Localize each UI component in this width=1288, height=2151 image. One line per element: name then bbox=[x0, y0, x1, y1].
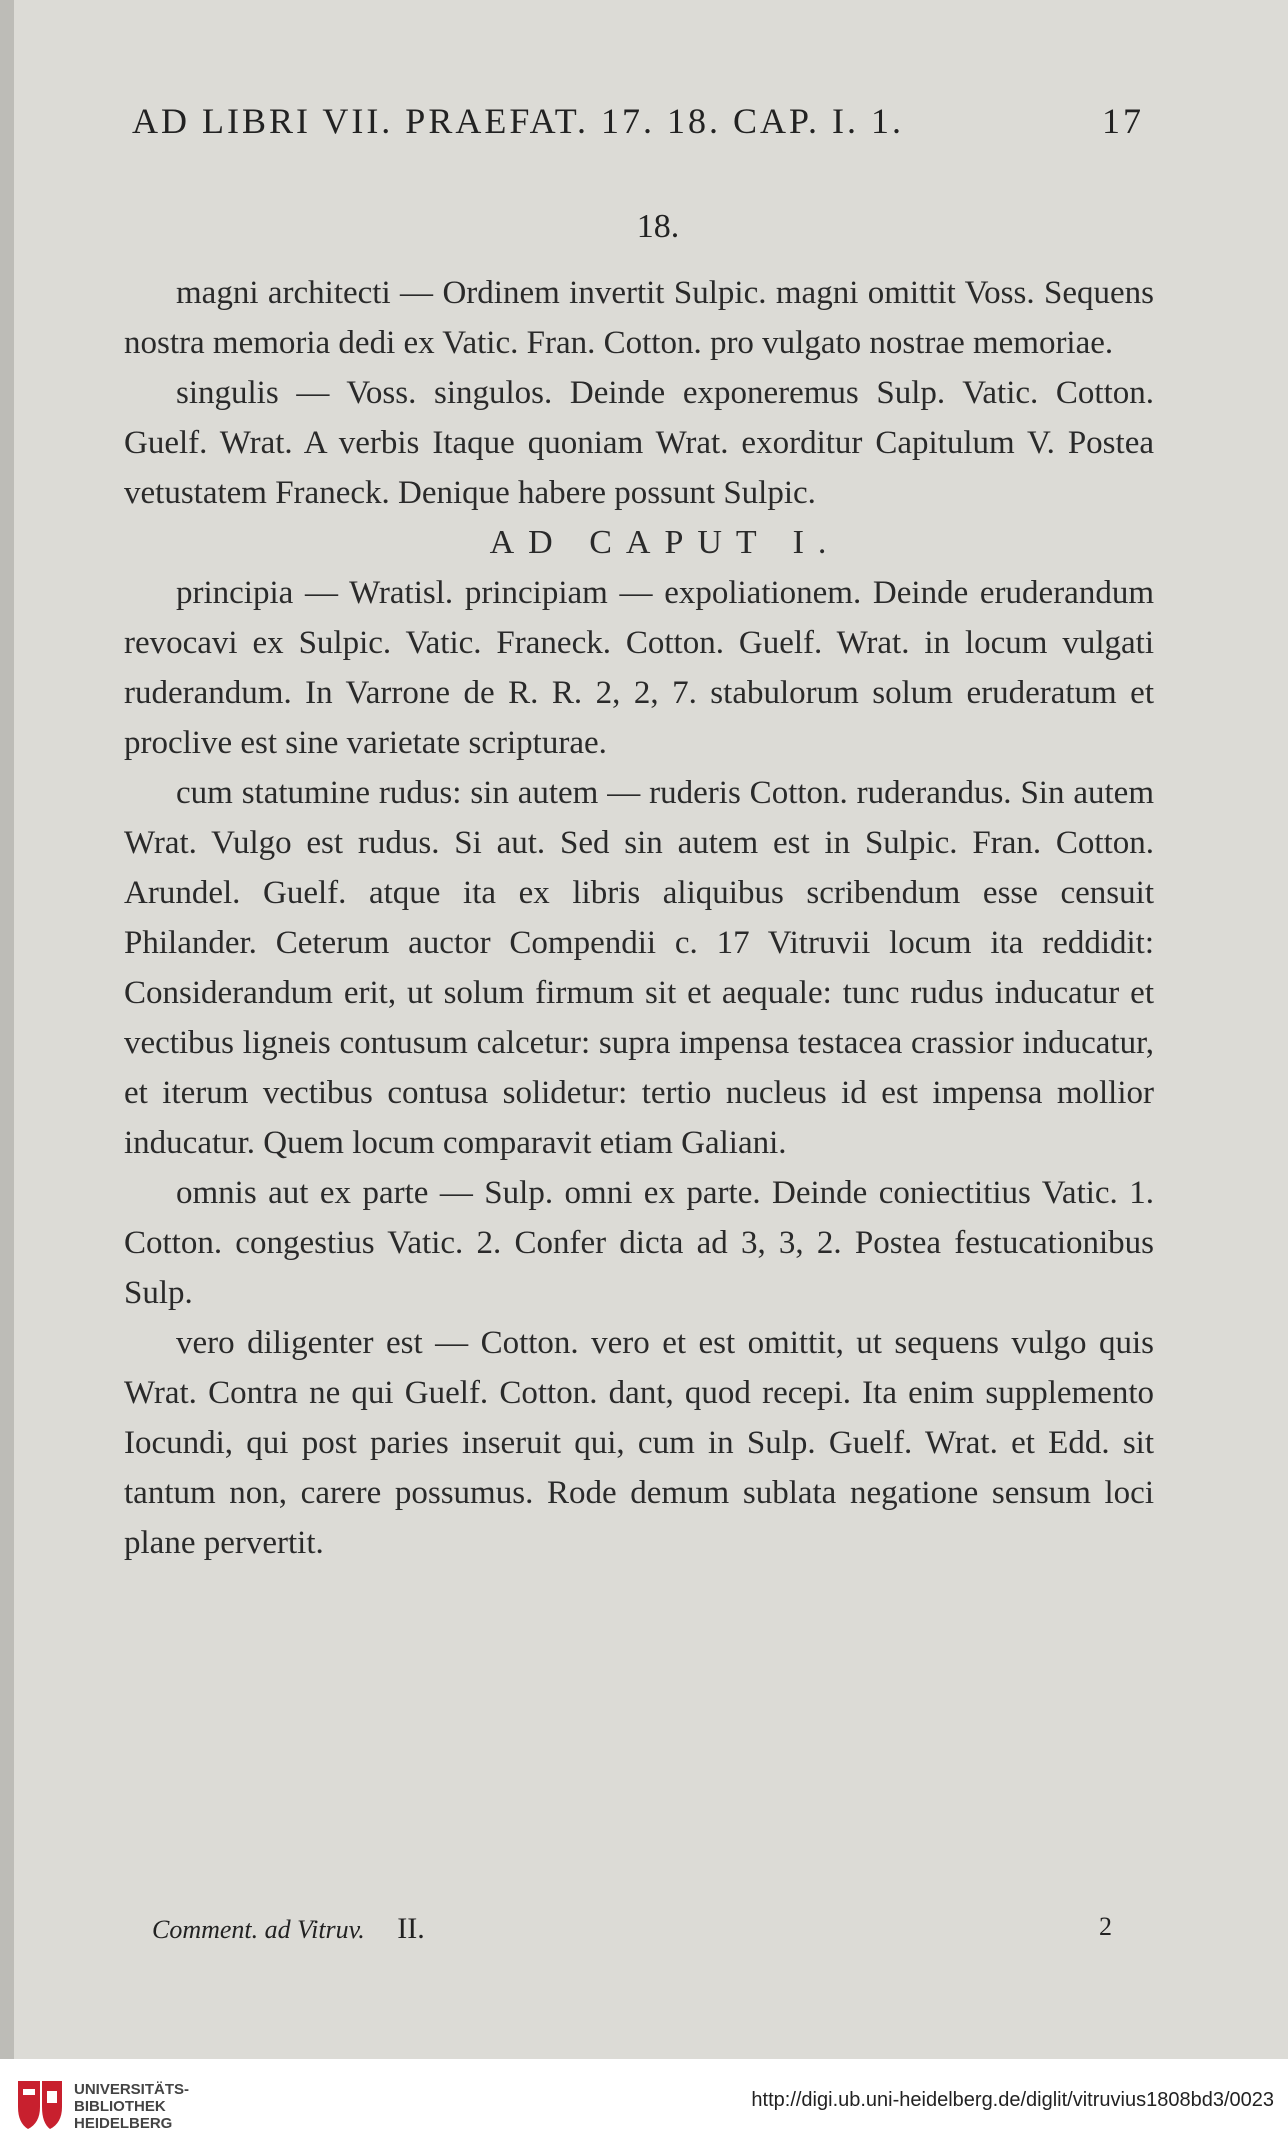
page-number: 17 bbox=[1102, 101, 1144, 141]
paragraph: vero diligenter est — Cotton. vero et est omittit, ut sequens vulgo quis Wrat. Contra ne qui Guelf. Cotton. dant, quod recepi. Ita enim supplemento Iocundi, qui post paries inseruit qui, cum in Sulp. Guelf. Wrat. et Edd. sit tantum non, carere possumus. Rode demum sublata negatione sensum loci plane pervertit. bbox=[124, 1325, 1154, 1561]
paragraph: cum statumine rudus: sin autem — ruderis Cotton. ruderandus. Sin autem Wrat. Vulgo est rudus. Si aut. Sed sin autem est in Sulpic. Fran. Cotton. Arundel. Guelf. atque ita ex libris aliquibus scribendum esse censuit Philander. Ceterum auctor Compendii c. 17 Vitruvii locum ita reddidit: Considerandum erit, ut solum firmum sit et aequale: tunc rudus inducatur et vectibus ligneis contusum calcetur: supra impensa testacea crassior inducatur, et iterum vectibus contusa solidetur: tertio nucleus id est impensa mollior inducatur. Quem locum comparavit etiam Galiani. bbox=[124, 775, 1154, 1161]
page-footer bbox=[152, 1912, 1112, 1946]
paragraph: omnis aut ex parte — Sulp. omni ex parte. Deinde coniectitius Vatic. 1. Cotton. congestius Vatic. 2. Confer dicta ad 3, 3, 2. Postea festucationibus Sulp. bbox=[124, 1175, 1154, 1311]
running-head bbox=[132, 100, 1144, 142]
paragraph: singulis — Voss. singulos. Deinde exponeremus Sulp. Vatic. Cotton. Guelf. Wrat. A verbis Itaque quoniam Wrat. exorditur Capitulum V. Postea vetustatem Franeck. Denique habere possunt Sulpic. bbox=[124, 375, 1154, 511]
library-name-line: HEIDELBERG bbox=[74, 2115, 173, 2132]
library-name-line: UNIVERSITÄTS- bbox=[74, 2081, 190, 2098]
source-url[interactable]: http://digi.ub.uni-heidelberg.de/diglit/vitruvius1808bd3/0023 bbox=[751, 2089, 1274, 2111]
section-number: 18. bbox=[636, 208, 680, 245]
paragraph: magni architecti — Ordinem invertit Sulpic. magni omittit Voss. Sequens nostra memoria dedi ex Vatic. Fran. Cotton. pro vulgato nostrae memoriae. bbox=[124, 275, 1154, 361]
paragraph: principia — Wratisl. principiam — expoliationem. Deinde eruderandum revocavi ex Sulpic. Vatic. Franeck. Cotton. Guelf. Wrat. in locum vulgati ruderandum. In Varrone de R. R. 2, 2, 7. stabulorum solum eruderatum et proclive est sine varietate scripturae. bbox=[124, 575, 1154, 761]
chapter-heading: AD CAPUT I. bbox=[489, 524, 841, 561]
commentary-body bbox=[124, 268, 1154, 1568]
sheet-number: 2 bbox=[1099, 1912, 1112, 1941]
library-name-line: BIBLIOTHEK bbox=[74, 2098, 166, 2115]
library-bar bbox=[0, 2059, 1288, 2151]
signature-mark: Comment. ad Vitruv. bbox=[152, 1915, 365, 1944]
heidelberg-university-library-logo-icon bbox=[14, 2077, 66, 2133]
volume-mark: II. bbox=[397, 1912, 425, 1945]
running-head-text: AD LIBRI VII. PRAEFAT. 17. 18. CAP. I. 1. bbox=[132, 101, 905, 141]
library-name bbox=[74, 2081, 189, 2132]
